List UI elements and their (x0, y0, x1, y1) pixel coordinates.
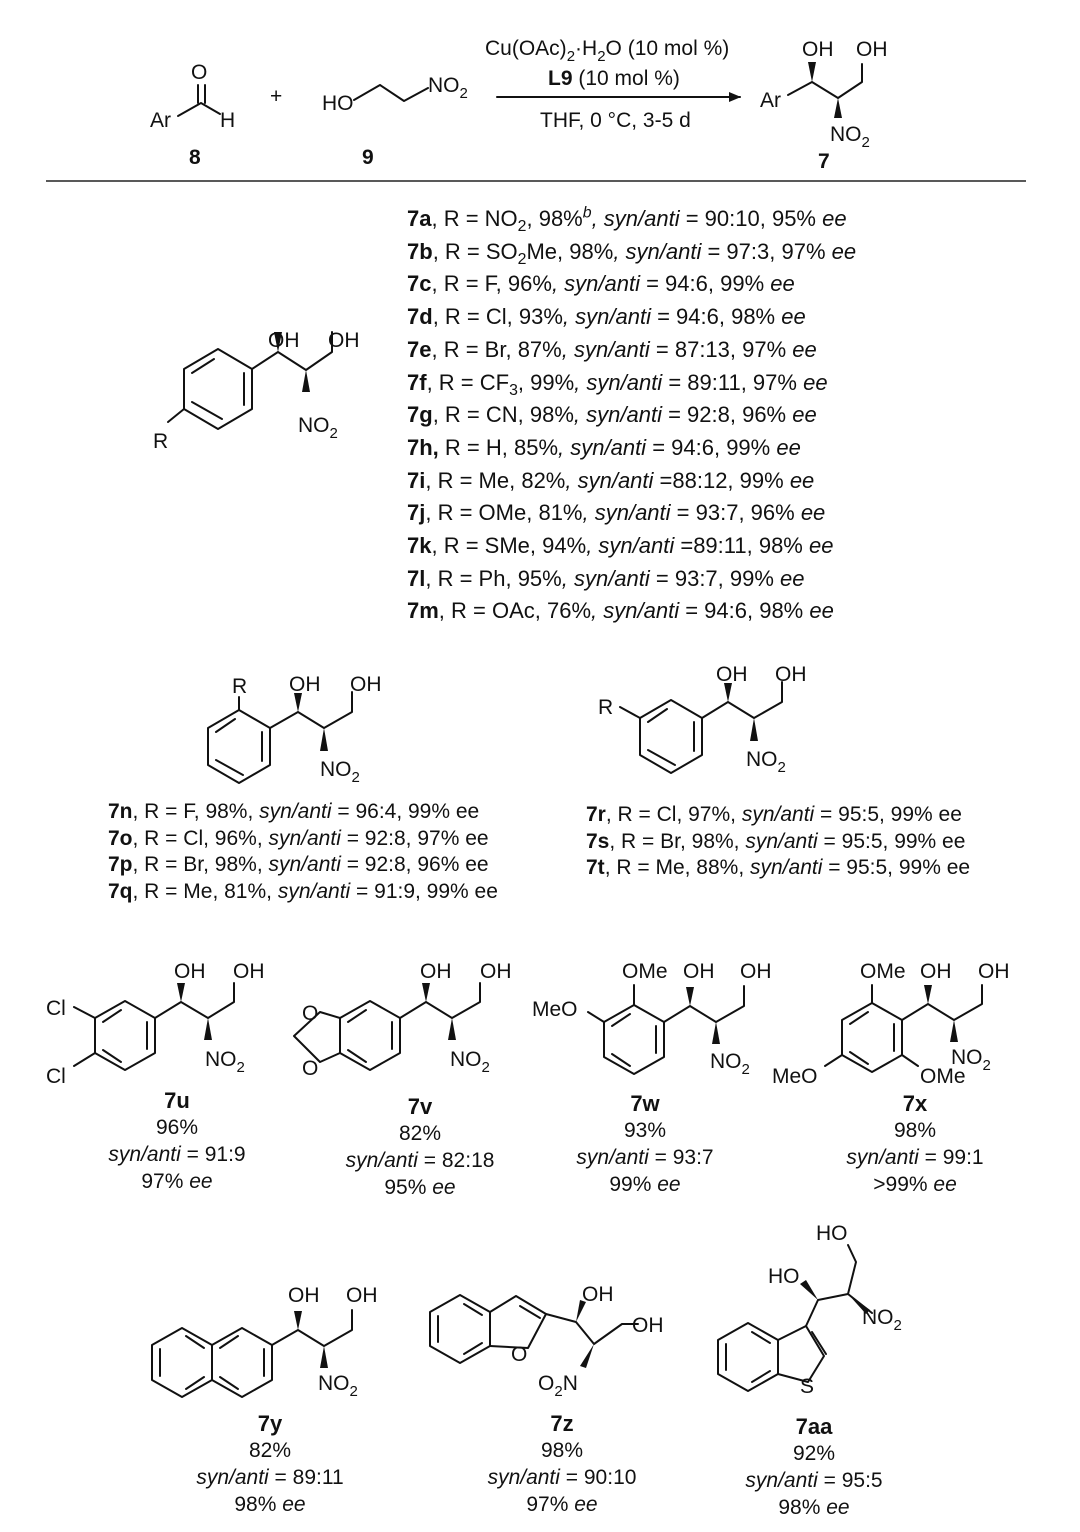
nitro-group: $NO_2$ (746, 748, 786, 776)
r-group: R (232, 675, 248, 698)
structure-7y (152, 1284, 378, 1400)
hydroxyl-1: OH (420, 960, 452, 983)
atom-OMe: OMe (860, 960, 906, 983)
structure-7u (46, 960, 265, 1088)
atom-Cl: Cl (46, 997, 66, 1020)
hydroxyl-2: OH (856, 38, 888, 61)
condition-ligand: L9 (10 mol %) (548, 67, 680, 90)
atom-O: O (302, 1057, 319, 1080)
nitro-group: $NO_2$ (830, 123, 870, 151)
yield: 82% (398, 1122, 442, 1145)
yield: 96% (155, 1116, 199, 1139)
hydroxyl-1: HO (768, 1265, 800, 1288)
enantiomeric-excess: 97% ee (141, 1170, 213, 1193)
atom-Ar: Ar (150, 109, 171, 132)
enantiomeric-excess: 98% ee (778, 1496, 850, 1519)
yield: 82% (248, 1439, 292, 1462)
caption-7x (795, 1090, 1035, 1198)
yield: 98% (540, 1439, 584, 1462)
result-entry: 7b, $R = SO_2Me$, 98%, syn/anti = 97:3, 97% ee (407, 238, 857, 268)
result-entry: 7r, R = Cl, 97%, syn/anti = 95:5, 99% ee (586, 803, 962, 826)
structure-7x (772, 960, 1010, 1088)
result-entry: 7s, R = Br, 98%, syn/anti = 95:5, 99% ee (586, 829, 966, 853)
hydroxyl-1: OH (268, 329, 300, 352)
structure-7aa (718, 1222, 902, 1398)
meta-substituted-structure (598, 663, 807, 776)
hydroxyl-2: OH (978, 960, 1010, 983)
result-entry: 7t, R = Me, 88%, syn/anti = 95:5, 99% ee (586, 856, 971, 879)
selectivity: syn/anti = 91:9 (108, 1143, 246, 1166)
atom-O: O (302, 1002, 319, 1025)
ortho-results-list (108, 799, 578, 905)
r-group: R (598, 696, 614, 719)
compound-label: 7x (902, 1091, 928, 1116)
nitro-group: $NO_2$ (205, 1048, 245, 1076)
nitro-group: $NO_2$ (710, 1050, 750, 1078)
condition-solvent-temp: THF, 0 °C, 3-5 d (540, 109, 691, 132)
caption-7u (57, 1087, 297, 1195)
hydroxyl-2: OH (480, 960, 512, 983)
result-entry: 7d, R = Cl, 93%, syn/anti = 94:6, 98% ee (407, 304, 806, 330)
nitro-group: $NO_2$ (428, 74, 468, 102)
nitro-group: $NO_2$ (318, 1372, 358, 1400)
atom-O: O (511, 1343, 528, 1366)
hydroxyl-1: OH (288, 1284, 320, 1307)
hydroxyl-2: OH (740, 960, 772, 983)
yield: 93% (623, 1119, 667, 1142)
result-entry: 7l, R = Ph, 95%, syn/anti = 93:7, 99% ee (407, 565, 805, 591)
selectivity: syn/anti = 90:10 (487, 1466, 637, 1489)
nitroethanol-9 (322, 74, 468, 169)
result-entry: 7m, R = OAc, 76%, syn/anti = 94:6, 98% ee (407, 598, 834, 624)
hydroxyl-2: OH (233, 960, 265, 983)
hydroxyl-1: OH (582, 1283, 614, 1306)
compound-label: 7aa (795, 1414, 833, 1439)
hydroxyl-1: OH (289, 673, 321, 696)
atom-OMe: OMe (920, 1065, 966, 1088)
result-entry: 7n, R = F, 98%, syn/anti = 96:4, 99% ee (108, 800, 480, 823)
compound-label-9: 9 (362, 146, 374, 169)
nitro-group: $NO_2$ (862, 1306, 902, 1334)
atom-MeO: MeO (772, 1065, 818, 1088)
enantiomeric-excess: 99% ee (609, 1173, 681, 1196)
atom-HO: HO (322, 92, 354, 115)
yield: 92% (792, 1442, 836, 1465)
result-entry: 7h, R = H, 85%, syn/anti = 94:6, 99% ee (407, 434, 801, 460)
product-7 (760, 38, 888, 173)
result-entry: 7p, R = Br, 98%, syn/anti = 92:8, 96% ee (108, 853, 489, 876)
compound-label-7: 7 (818, 150, 830, 173)
enantiomeric-excess: 98% ee (234, 1493, 306, 1516)
compound-label: 7w (630, 1091, 660, 1116)
structure-7w (532, 960, 772, 1078)
atom-O: O (191, 61, 208, 84)
atom-Ar: Ar (760, 89, 781, 112)
enantiomeric-excess: >99% ee (873, 1173, 957, 1196)
caption-7aa (694, 1413, 934, 1521)
hydroxyl-2: HO (816, 1222, 848, 1245)
result-entry: 7k, R = SMe, 94%, syn/anti =89:11, 98% ee (407, 533, 834, 559)
compound-label: 7y (257, 1411, 283, 1436)
structure-7z (430, 1283, 664, 1400)
hydroxyl-1: OH (716, 663, 748, 686)
hydroxyl-1: OH (802, 38, 834, 61)
hydroxyl-2: OH (632, 1314, 664, 1337)
result-entry: 7f, $R = CF_3$, 99%, syn/anti = 89:11, 97% ee (407, 369, 828, 399)
para-substituted-structure (153, 329, 360, 453)
atom-H: H (220, 109, 236, 132)
hydroxyl-1: OH (174, 960, 206, 983)
plus-sign: + (270, 85, 283, 108)
selectivity: syn/anti = 95:5 (745, 1469, 883, 1492)
selectivity: syn/anti = 99:1 (846, 1146, 984, 1169)
result-entry: 7a, $R = NO_2$, 98%$^b$, syn/anti = 90:10, 95% ee (407, 204, 847, 235)
result-entry: 7c, R = F, 96%, syn/anti = 94:6, 99% ee (407, 271, 795, 297)
hydroxyl-1: OH (920, 960, 952, 983)
condition-catalyst: $Cu(OAc)_2\cdot H_2O$ (10 mol %) (485, 37, 730, 65)
atom-MeO: MeO (532, 998, 578, 1021)
result-entry: 7j, R = OMe, 81%, syn/anti = 93:7, 96% ee (407, 500, 826, 526)
hydroxyl-1: OH (683, 960, 715, 983)
nitro-group: $NO_2$ (450, 1048, 490, 1076)
r-group: R (153, 430, 169, 453)
selectivity: syn/anti = 89:11 (196, 1466, 344, 1489)
ortho-substituted-structure (208, 673, 382, 786)
caption-7z (442, 1410, 682, 1518)
para-results-list (407, 203, 1047, 628)
nitro-group: $O_2N$ (538, 1372, 578, 1400)
selectivity: syn/anti = 82:18 (345, 1149, 495, 1172)
compound-label: 7v (407, 1094, 433, 1119)
yield: 98% (893, 1119, 937, 1142)
enantiomeric-excess: 95% ee (384, 1176, 456, 1199)
caption-7w (525, 1090, 765, 1198)
result-entry: 7g, R = CN, 98%, syn/anti = 92:8, 96% ee (407, 402, 817, 428)
compound-label: 7u (164, 1088, 190, 1113)
nitro-group: $NO_2$ (320, 758, 360, 786)
result-entry: 7q, R = Me, 81%, syn/anti = 91:9, 99% ee (108, 879, 498, 903)
selectivity: syn/anti = 93:7 (576, 1146, 714, 1169)
atom-S: S (800, 1375, 815, 1398)
atom-Cl: Cl (46, 1065, 66, 1088)
hydroxyl-2: OH (328, 329, 360, 352)
caption-7y (150, 1410, 390, 1518)
nitro-group: $NO_2$ (298, 414, 338, 442)
aldehyde-8 (150, 61, 235, 169)
result-entry: 7o, R = Cl, 96%, syn/anti = 92:8, 97% ee (108, 826, 489, 850)
hydroxyl-2: OH (350, 673, 382, 696)
hydroxyl-2: OH (346, 1284, 378, 1307)
structure-7v (294, 960, 512, 1080)
meta-results-list (586, 802, 1056, 882)
enantiomeric-excess: 97% ee (526, 1493, 598, 1516)
compound-label: 7z (550, 1411, 574, 1436)
nitro-group: $NO_2$ (951, 1046, 991, 1074)
result-entry: 7i, R = Me, 82%, syn/anti =88:12, 99% ee (407, 467, 815, 493)
compound-label-8: 8 (189, 146, 201, 169)
atom-OMe: OMe (622, 960, 668, 983)
hydroxyl-2: OH (775, 663, 807, 686)
caption-7v (300, 1093, 540, 1201)
result-entry: 7e, R = Br, 87%, syn/anti = 87:13, 97% ee (407, 336, 817, 362)
